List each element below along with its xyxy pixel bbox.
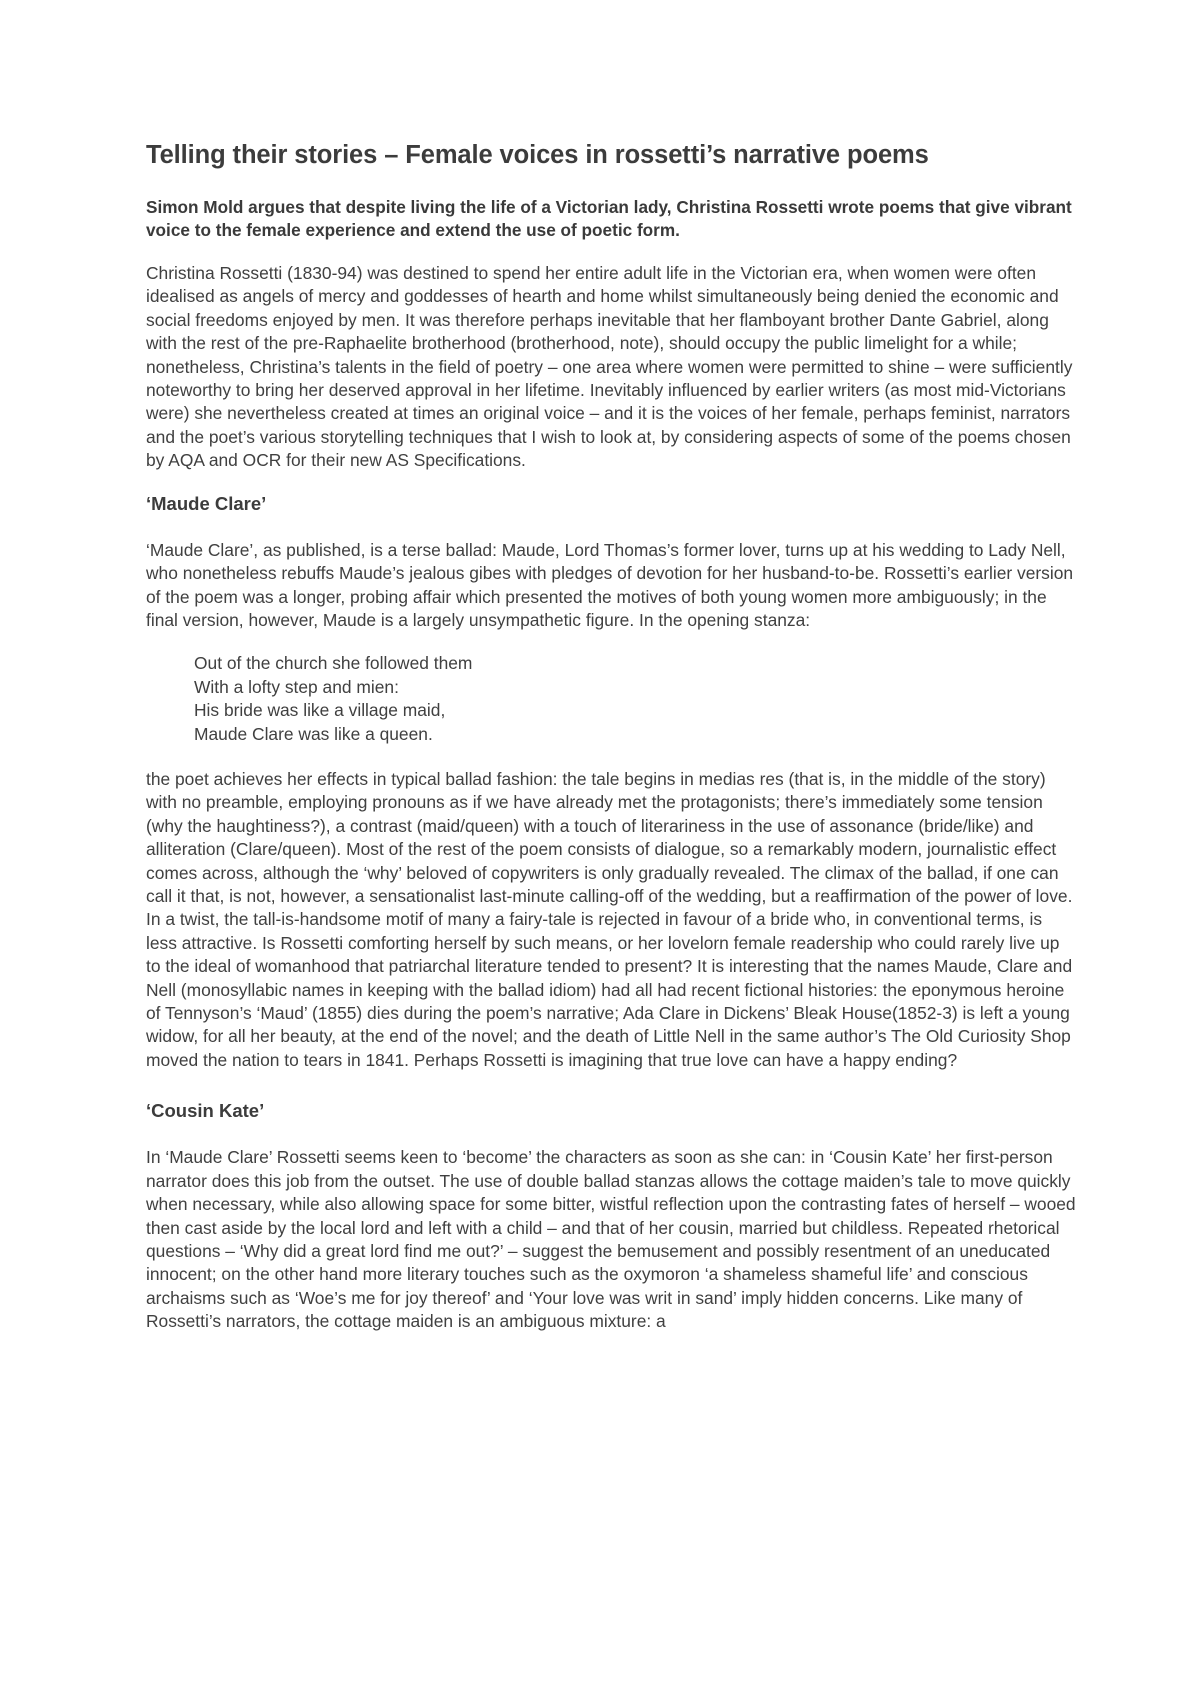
- poem-line: His bride was like a village maid,: [194, 700, 446, 721]
- article-title: Telling their stories – Female voices in rossetti’s narrative poems: [146, 141, 929, 169]
- poem-line: With a lofty step and mien:: [194, 676, 399, 697]
- poem-line: Maude Clare was like a queen.: [194, 723, 433, 744]
- section-heading-cousin-kate: ‘Cousin Kate’: [146, 1100, 265, 1122]
- intro-paragraph: Christina Rossetti (1830-94) was destined to spend her entire adult life in the Victorian era, when women were often idealised as angels of mercy and goddesses of hearth and home whilst simultaneously being denied the economic and social freedoms enjoyed by men. It was therefore perhaps inevitable that her flamboyant brother Dante Gabriel, along with the rest of the pre-Raphaelite brotherhood (brotherhood, note), should occupy the public limelight for a while; nonetheless, Christina’s talents in the field of poetry – one area where women were permitted to shine – were sufficiently noteworthy to bring her deserved approval in her lifetime. Inevitably influenced by earlier writers (as most mid-Victorians were) she nevertheless created at times an original voice – and it is the voices of her female, perhaps feminist, narrators and the poet’s various storytelling techniques that I wish to look at, by considering aspects of some of the poems chosen by AQA and OCR for their new AS Specifications.: [146, 262, 1073, 471]
- document-page: [146, 140, 1076, 1354]
- poem-line: Out of the church she followed them: [194, 653, 473, 674]
- poem-quote: [194, 652, 1076, 746]
- maude-clare-paragraph-1: ‘Maude Clare’, as published, is a terse ballad: Maude, Lord Thomas’s former lover, turns up at his wedding to Lady Nell, who nonetheless rebuffs Maude’s jealous gibes with pledges of devotion for her husband-to-be. Rossetti’s earlier version of the poem was a longer, probing affair which presented the motives of both young women more ambiguously; in the final version, however, Maude is a largely unsympathetic figure. In the opening stanza:: [146, 539, 1074, 630]
- cousin-kate-paragraph-1: In ‘Maude Clare’ Rossetti seems keen to ‘become’ the characters as soon as she can: in ‘Cousin Kate’ her first-person narrator does this job from the outset. The use of double ballad stanzas allows the cottage maiden’s tale to move quickly when necessary, while also allowing space for some bitter, wistful reflection upon the contrasting fates of herself – wooed then cast aside by the local lord and left with a child – and that of her cousin, married but childless. Repeated rhetorical questions – ‘Why did a great lord find me out?’ – suggest the bemusement and possibly resentment of an uneducated innocent; on the other hand more literary touches such as the oxymoron ‘a shameless shameful life’ and conscious archaisms such as ‘Woe’s me for joy thereof’ and ‘Your love was writ in sand’ imply hidden concerns. Like many of Rossetti’s narrators, the cottage maiden is an ambiguous mixture: a: [146, 1147, 1076, 1332]
- maude-clare-paragraph-2: the poet achieves her effects in typical ballad fashion: the tale begins in medias res (that is, in the middle of the story) with no preamble, employing pronouns as if we have already met the protagonists; there’s immediately some tension (why the haughtiness?), a contrast (maid/queen) with a touch of literariness in the use of assonance (bride/like) and alliteration (Clare/queen). Most of the rest of the poem consists of dialogue, so a remarkably modern, journalistic effect comes across, although the ‘why’ beloved of copywriters is only gradually revealed. The climax of the ballad, if one can call it that, is not, however, a sensationalist last-minute calling-off of the wedding, but a reaffirmation of the power of love. In a twist, the tall-is-handsome motif of many a fairy-tale is rejected in favour of a bride who, in conventional terms, is less attractive. Is Rossetti comforting herself by such means, or her lovelorn female readership who could rarely live up to the ideal of womanhood that patriarchal literature tended to present? It is interesting that the names Maude, Clare and Nell (monosyllabic names in keeping with the ballad idiom) had all had recent fictional histories: the eponymous heroine of Tennyson’s ‘Maud’ (1855) dies during the poem’s narrative; Ada Clare in Dickens’ Bleak House(1852-3) is left a young widow, for all her beauty, at the end of the novel; and the death of Little Nell in the same author’s The Old Curiosity Shop moved the nation to tears in 1841. Perhaps Rossetti is imagining that true love can have a happy ending?: [146, 768, 1073, 1070]
- section-heading-maude-clare: ‘Maude Clare’: [146, 492, 267, 514]
- article-standfirst: Simon Mold argues that despite living the life of a Victorian lady, Christina Rossetti wrote poems that give vibrant voice to the female experience and extend the use of poetic form.: [146, 196, 1072, 241]
